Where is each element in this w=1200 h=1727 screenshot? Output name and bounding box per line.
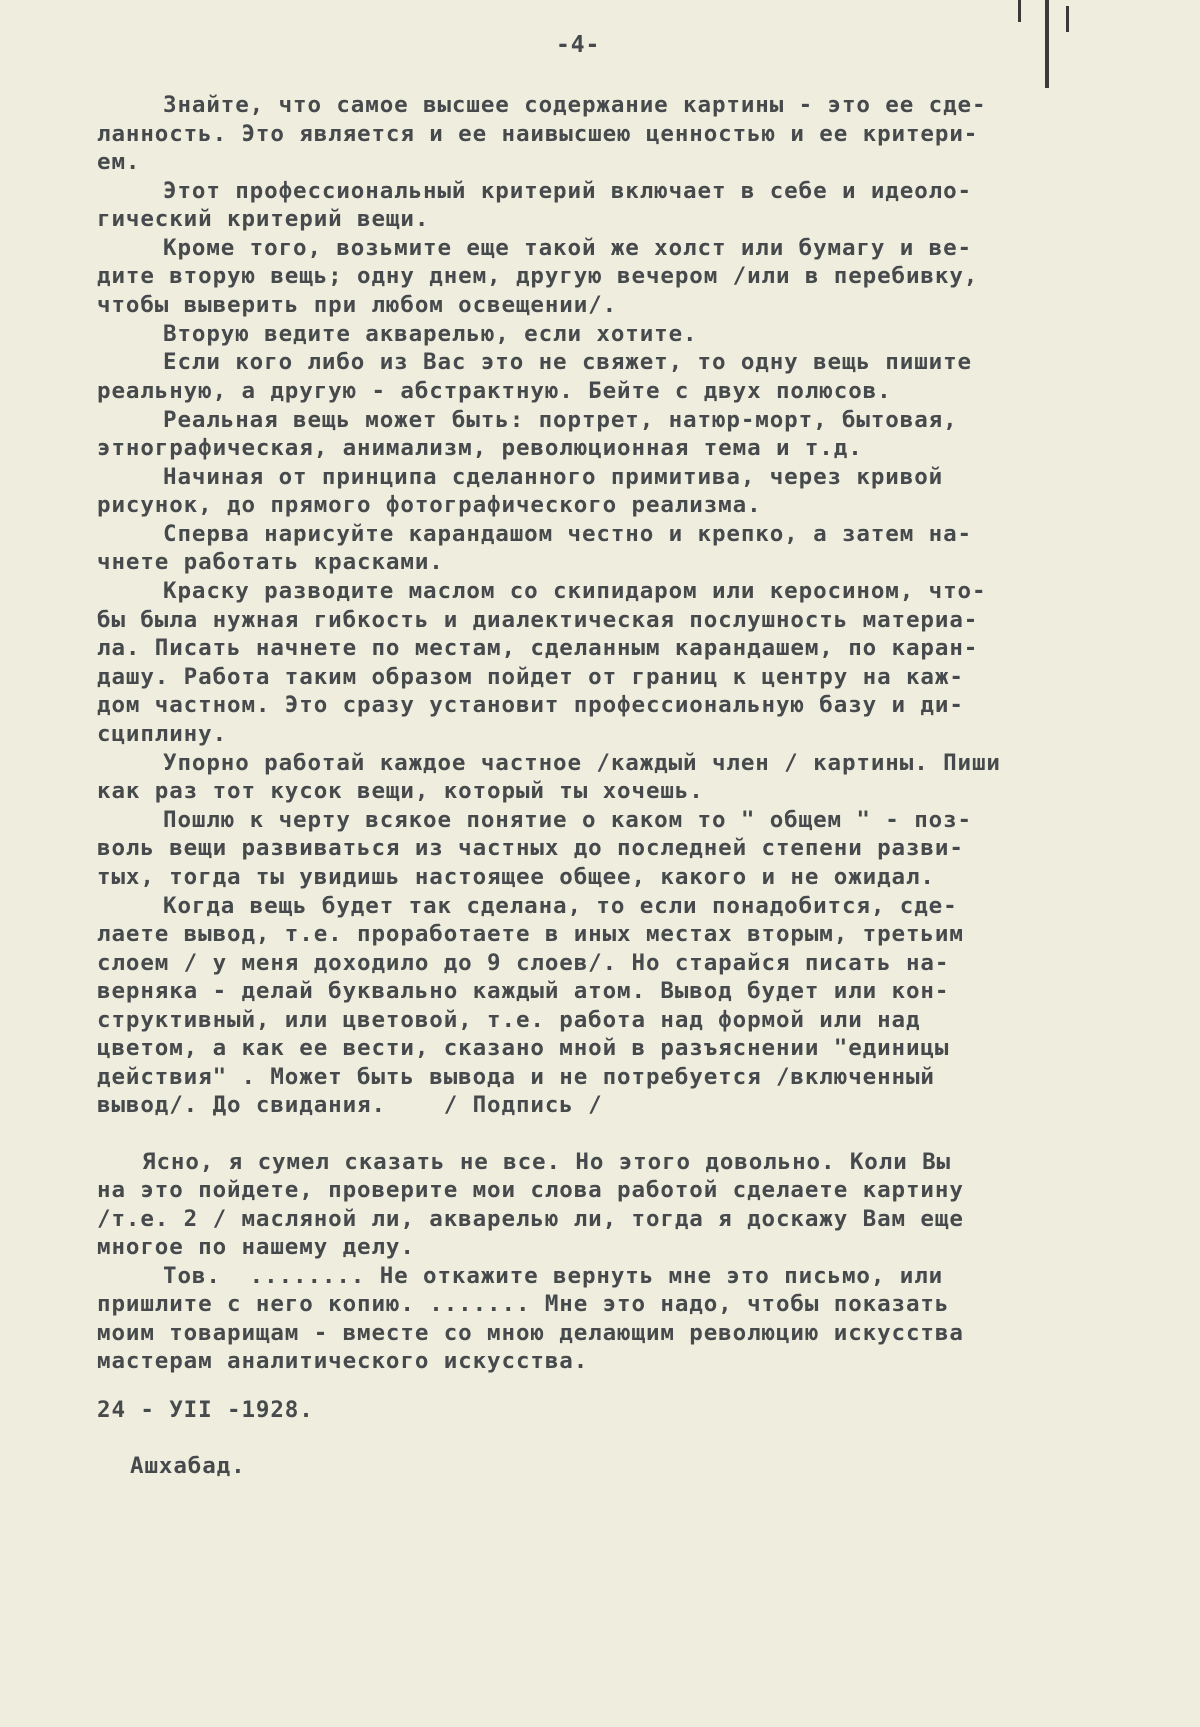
text-line: ланность. Это является и ее наивысшею ценностью и ее критери-: [97, 121, 979, 147]
text-line: Сперва нарисуйте карандашом честно и крепко, а затем на-: [163, 521, 972, 547]
text-line: дите вторую вещь; одну днем, другую вечером /или в перебивку,: [97, 263, 979, 289]
text-line: дом частном. Это сразу установит профессиональную базу и ди-: [97, 692, 964, 718]
text-line: /т.е. 2 / масляной ли, акварелью ли, тогда я доскажу Вам еще: [97, 1206, 964, 1232]
text-line: реальную, а другую - абстрактную. Бейте с двух полюсов.: [97, 378, 892, 404]
text-line: Начиная от принципа сделанного примитива, через кривой: [163, 464, 944, 490]
text-line: цветом, а как ее вести, сказано мной в разъяснении "единицы: [97, 1035, 950, 1061]
text-line: Вторую ведите акварелью, если хотите.: [163, 321, 698, 347]
text-line: Реальная вещь может быть: портрет, натюр-морт, бытовая,: [163, 407, 958, 433]
text-line: дашу. Работа таким образом пойдет от границ к центру на каж-: [97, 664, 964, 690]
text-line: на это пойдете, проверите мои слова работой сделаете картину: [97, 1177, 964, 1203]
text-line: Когда вещь будет так сделана, то если понадобится, сде-: [163, 893, 958, 919]
text-line: Ясно, я сумел сказать не все. Но этого довольно. Коли Вы: [142, 1149, 951, 1175]
margin-pencil-mark: [1045, 0, 1049, 88]
text-line: пришлите с него копию. ....... Мне это надо, чтобы показать: [97, 1291, 950, 1317]
text-line: этнографическая, анимализм, революционная тема и т.д.: [97, 435, 863, 461]
text-line: сциплину.: [97, 721, 228, 747]
text-line: Если кого либо из Вас это не свяжет, то одну вещь пишите: [163, 349, 972, 375]
text-line: действия" . Может быть вывода и не потребуется /включенный: [97, 1064, 935, 1090]
text-line: Этот профессиональный критерий включает в себе и идеоло-: [163, 178, 972, 204]
page-number: -4-: [556, 32, 601, 58]
text-line: воль вещи развиваться из частных до последней степени разви-: [97, 835, 964, 861]
letter-date: 24 - УII -1928.: [97, 1397, 314, 1423]
text-line: Краску разводите маслом со скипидаром или керосином, что-: [163, 578, 987, 604]
text-line: бы была нужная гибкость и диалектическая послушность материа-: [97, 607, 979, 633]
text-line: ем.: [97, 149, 141, 175]
margin-pencil-mark: [1066, 6, 1069, 32]
text-line: верняка - делай буквально каждый атом. Вывод будет или кон-: [97, 978, 950, 1004]
margin-pencil-mark: [1018, 0, 1021, 22]
text-line: структивный, или цветовой, т.е. работа над формой или над: [97, 1007, 921, 1033]
text-line: Пошлю к черту всякое понятие о каком то " общем " - поз-: [163, 807, 972, 833]
text-line: чнете работать красками.: [97, 549, 444, 575]
text-line: ла. Писать начнете по местам, сделанным карандашем, по каран-: [97, 635, 979, 661]
text-line: Упорно работай каждое частное /каждый член / картины. Пиши: [163, 750, 1001, 776]
text-line: вывод/. До свидания. / Подпись /: [97, 1092, 603, 1118]
text-line: Кроме того, возьмите еще такой же холст или бумагу и ве-: [163, 235, 972, 261]
text-line: многое по нашему делу.: [97, 1234, 415, 1260]
text-line: лаете вывод, т.е. проработаете в иных местах вторым, третьим: [97, 921, 964, 947]
text-line: Тов. ........ Не откажите вернуть мне это письмо, или: [163, 1263, 944, 1289]
text-line: Знайте, что самое высшее содержание картины - это ее сде-: [163, 92, 987, 118]
text-line: чтобы выверить при любом освещении/.: [97, 292, 618, 318]
text-line: мастерам аналитического искусства.: [97, 1348, 589, 1374]
text-line: слоем / у меня доходило до 9 слоев/. Но старайся писать на-: [97, 950, 950, 976]
text-line: гический критерий вещи.: [97, 206, 430, 232]
text-line: тых, тогда ты увидишь настоящее общее, какого и не ожидал.: [97, 864, 935, 890]
text-line: рисунок, до прямого фотографического реализма.: [97, 492, 762, 518]
text-line: как раз тот кусок вещи, который ты хочешь.: [97, 778, 704, 804]
letter-place: Ашхабад.: [130, 1453, 246, 1479]
text-line: моим товарищам - вместе со мною делающим революцию искусства: [97, 1320, 964, 1346]
